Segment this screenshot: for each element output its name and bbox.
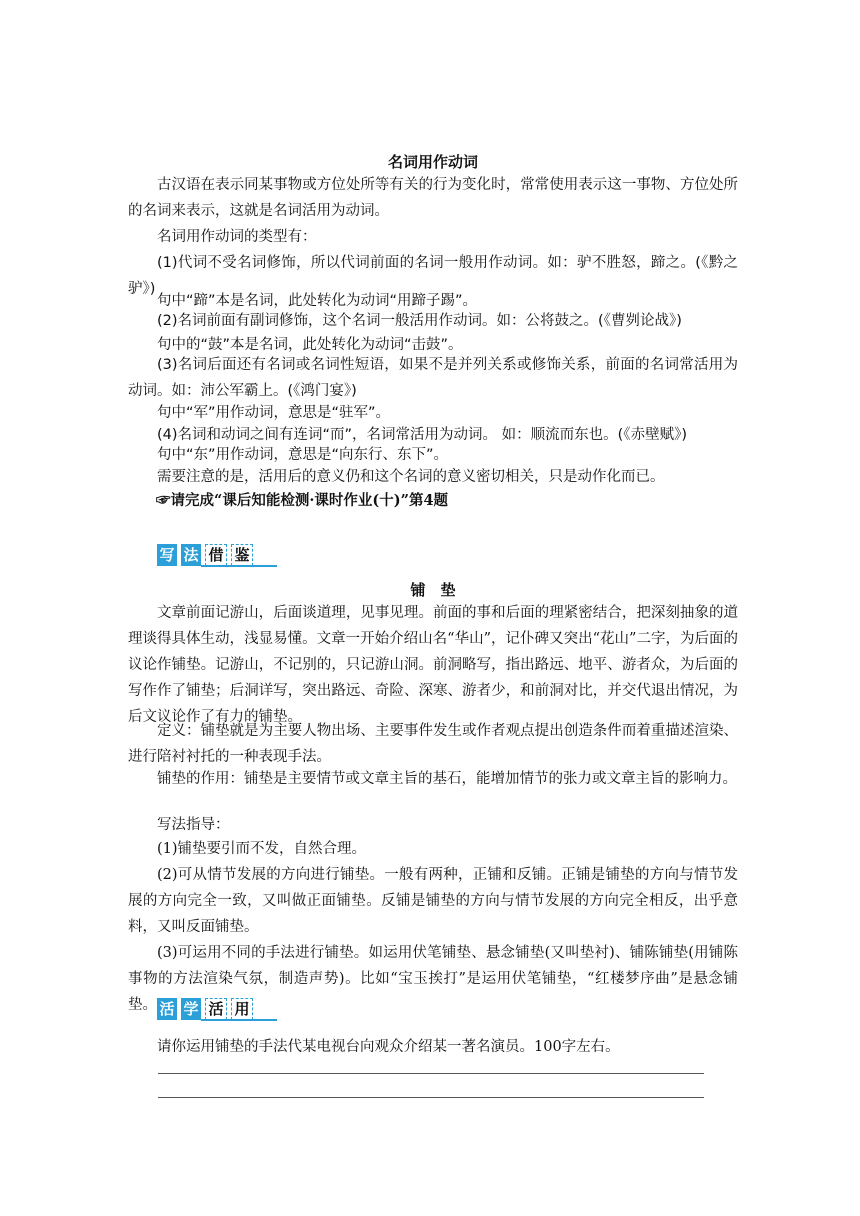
paragraph: 句中的“鼓”本是名词，此处转化为动词“击鼓”。 (157, 337, 463, 353)
paragraph: 铺垫的作用：铺垫是主要情节或文章主旨的基石，能增加情节的张力或文章主旨的影响力。 (157, 771, 737, 787)
banner-char: 写 (157, 544, 177, 566)
paragraph: (2)名词前面有副词修饰，这个名词一般活用作动词。如：公将鼓之。(《曹刿论战》) (157, 313, 682, 329)
banner-underline (201, 1019, 277, 1021)
paragraph: 写法指导： (157, 817, 230, 833)
paragraph: 句中“东”用作动词，意思是“向东行、东下”。 (157, 447, 449, 463)
banner-char: 学 (181, 998, 201, 1020)
paragraph: 古汉语在表示同某事物或方位处所等有关的行为变化时，常常使用表示这一事物、方位处所的名词来表示，这就是名词活用为动词。 (128, 177, 738, 219)
paragraph: (4)名词和动词之间有连词“而”，名词常活用为动词。 如：顺流而东也。(《赤壁赋》) (157, 427, 687, 443)
paragraph: (3)名词后面还有名词或名词性短语，如果不是并列关系或修饰关系，前面的名词常活用为动词。如：沛公军霸上。(《鸿门宴》) (128, 357, 738, 399)
paragraph: (1)代词不受名词修饰，所以代词前面的名词一般用作动词。如：驴不胜怒，蹄之。(《黔之驴》) (128, 255, 738, 297)
answer-line[interactable] (158, 1073, 704, 1074)
paragraph: 需要注意的是，活用后的意义仍和这个名词的意义密切相关，只是动作化而已。 (157, 469, 665, 485)
banner-char: 活 (205, 998, 227, 1020)
banner-practice (157, 995, 257, 1023)
paragraph: (1)铺垫要引而不发，自然合理。 (157, 841, 367, 857)
banner-writing-reference (157, 541, 257, 569)
exercise-prompt: 请你运用铺垫的手法代某电视台向观众介绍某一著名演员。100字左右。 (157, 1039, 620, 1055)
banner-char: 用 (231, 998, 253, 1020)
answer-line[interactable] (158, 1097, 704, 1098)
section-title-noun-as-verb: 名词用作动词 (387, 153, 478, 171)
banner-char: 法 (181, 544, 201, 566)
section-title-foreshadowing: 铺 垫 (410, 581, 456, 599)
paragraph: 文章前面记游山，后面谈道理，见事见理。前面的事和后面的理紧密结合，把深刻抽象的道理谈得具体生动，浅显易懂。文章一开始介绍山名“华山”，记仆碑又突出“花山”二字，为后面的议论作铺垫。记游山，不记别的，只记游山洞。前洞略写，指出路远、地平、游者众，为后面的写作作了铺垫；后洞详写，突出路远、奇险、深寒、游者少，和前洞对比，并交代退出情况，为后文议论作了有力的铺垫。 (128, 605, 738, 725)
paragraph: (3)可运用不同的手法进行铺垫。如运用伏笔铺垫、悬念铺垫(又叫垫衬)、铺陈铺垫(用铺陈事物的方法渲染气氛，制造声势)。比如“宝玉挨打”是运用伏笔铺垫，“红楼梦序曲”是悬念铺垫。 (128, 945, 738, 1013)
banner-underline (201, 565, 277, 567)
paragraph: (2)可从情节发展的方向进行铺垫。一般有两种，正铺和反铺。正铺是铺垫的方向与情节发展的方向完全一致，又叫做正面铺垫。反铺是铺垫的方向与情节发展的方向完全相反，出乎意料，又叫反面铺垫。 (128, 867, 738, 935)
paragraph: 句中“军”用作动词，意思是“驻军”。 (157, 405, 391, 421)
paragraph: 名词用作动词的类型有： (157, 229, 317, 245)
paragraph: 定义：铺垫就是为主要人物出场、主要事件发生或作者观点提出创造条件而着重描述渲染、进行陪衬衬托的一种表现手法。 (128, 723, 738, 765)
banner-char: 活 (157, 998, 177, 1020)
banner-char: 鉴 (231, 544, 253, 566)
paragraph: 句中“蹄”本是名词，此处转化为动词“用蹄子踢”。 (157, 293, 478, 309)
banner-char: 借 (205, 544, 227, 566)
homework-reference: ☞请完成“课后知能检测·课时作业(十)”第4题 (156, 492, 449, 509)
